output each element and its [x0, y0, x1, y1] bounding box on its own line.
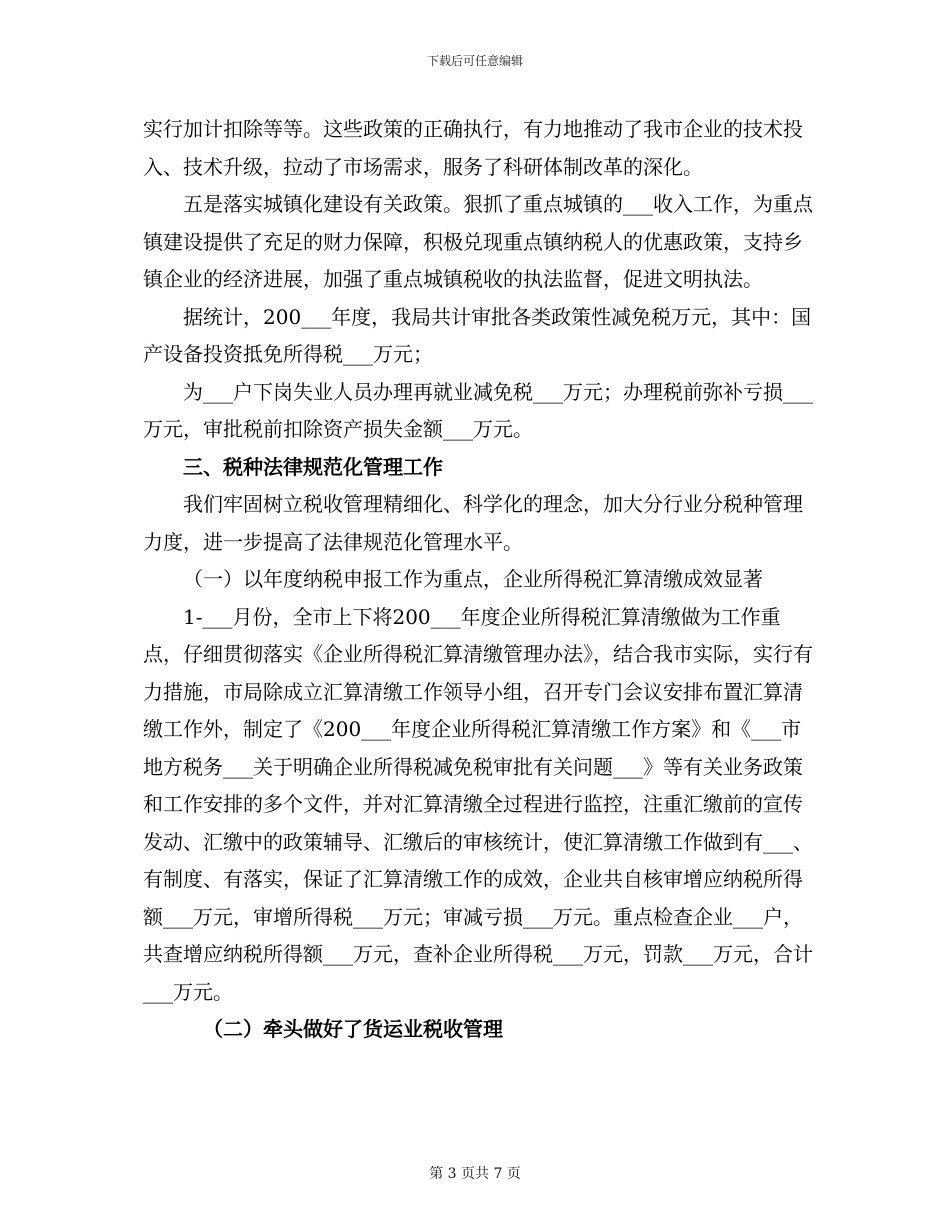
section-heading: 三、税种法律规范化管理工作	[183, 454, 443, 479]
page-footer: 第 3 页共 7 页	[429, 1166, 521, 1182]
paragraph: 实行加计扣除等等。这些政策的正确执行，有力地推动了我市企业的技术投入、技术升级，拉动了市场需求，服务了科研体制改革的深化。	[143, 117, 803, 179]
paragraph: 为___户下岗失业人员办理再就业减免税___万元；办理税前弥补亏损___万元，审批税前扣除资产损失金额___万元。	[143, 379, 813, 441]
paragraph: 我们牢固树立税收管理精细化、科学化的理念，加大分行业分税种管理力度，进一步提高了法律规范化管理水平。	[143, 492, 803, 554]
page-header: 下载后可任意编辑	[426, 54, 523, 68]
subsection-heading: （二）牵头做好了货运业税收管理	[203, 1017, 503, 1041]
document-body	[143, 111, 813, 1049]
paragraph: 据统计，200___年度，我局共计审批各类政策性减免税万元，其中：国产设备投资抵免所得税___万元；	[143, 304, 812, 366]
paragraph: 五是落实城镇化建设有关政策。狠抓了重点城镇的___收入工作，为重点镇建设提供了充足的财力保障，积极兑现重点镇纳税人的优惠政策，支持乡镇企业的经济进展，加强了重点城镇税收的执法监督，促进文明执法。	[143, 192, 813, 291]
subsection-heading: （一）以年度纳税申报工作为重点，企业所得税汇算清缴成效显著	[183, 567, 763, 591]
paragraph: 1-___月份，全市上下将200___年度企业所得税汇算清缴做为工作重点，仔细贯彻落实《企业所得税汇算清缴管理办法》，结合我市实际，实行有力措施，市局除成立汇算清缴工作领导小组，召开专门会议安排布置汇算清缴工作外，制定了《200___年度企业所得税汇算清缴工作方案》和《___市地方税务___关于明确企业所得税减免税审批有关问题___》等有关业务政策和工作安排的多个文件，并对汇算清缴全过程进行监控，注重汇缴前的宣传发动、汇缴中的政策辅导、汇缴后的审核统计，使汇算清缴工作做到有___、有制度、有落实，保证了汇算清缴工作的成效，企业共自核审增应纳税所得额___万元，审增所得税___万元；审减亏损___万元。重点检查企业___户，共查增应纳税所得额___万元，查补企业所得税___万元，罚款___万元，合计___万元。	[143, 604, 813, 1004]
